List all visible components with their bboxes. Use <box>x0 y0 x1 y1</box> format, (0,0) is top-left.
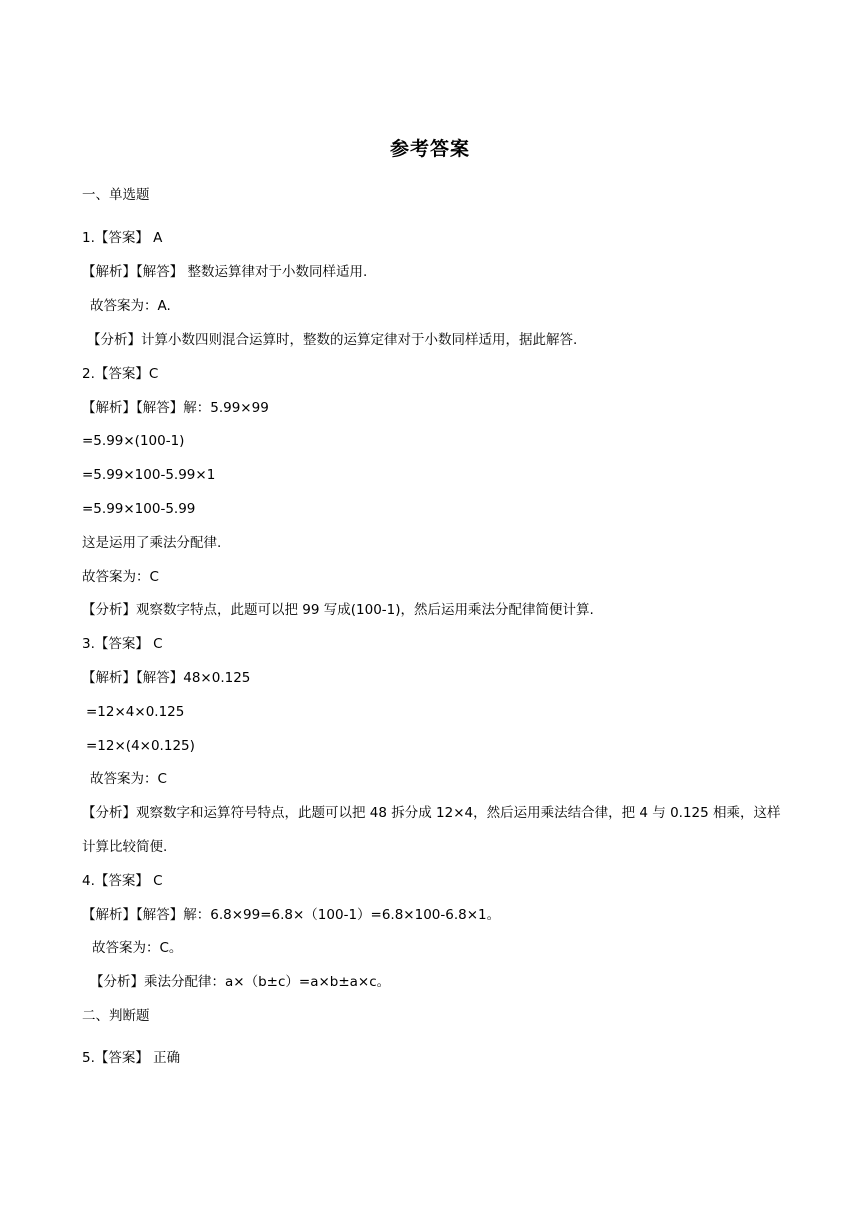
conclusion-2: 故答案为：C <box>82 569 159 585</box>
explanation-1: 【解析】【解答】 整数运算律对于小数同样适用. <box>82 264 368 280</box>
note-2: 这是运用了乘法分配律. <box>82 535 222 551</box>
analysis-1: 【分析】计算小数四则混合运算时，整数的运算定律对于小数同样适用，据此解答. <box>87 332 578 348</box>
explanation-4: 【解析】【解答】解：6.8×99=6.8×（100-1）=6.8×100-6.8×1。 <box>82 907 501 923</box>
answer-5: 5.【答案】 正确 <box>82 1050 181 1066</box>
analysis-2: 【分析】观察数字特点，此题可以把 99 写成(100-1)，然后运用乘法分配律简便计算. <box>82 602 594 618</box>
calc-step-3b: =12×(4×0.125) <box>86 738 195 754</box>
conclusion-1: 故答案为：A. <box>90 298 171 314</box>
section-heading-single-choice: 一、单选题 <box>82 187 150 203</box>
explanation-3: 【解析】【解答】48×0.125 <box>82 670 251 686</box>
answer-1: 1.【答案】 A <box>82 230 163 246</box>
section-heading-true-false: 二、判断题 <box>82 1008 150 1024</box>
conclusion-4: 故答案为：C。 <box>92 940 183 956</box>
calc-step-2c: =5.99×100-5.99 <box>82 501 196 517</box>
analysis-3: 【分析】观察数字和运算符号特点，此题可以把 48 拆分成 12×4，然后运用乘法结合律，把 4 与 0.125 相乘，这样计算比较简便. <box>82 805 781 855</box>
page-title: 参考答案 <box>389 138 470 160</box>
analysis-4: 【分析】乘法分配律：a×（b±c）=a×b±a×c。 <box>90 974 391 990</box>
answer-3: 3.【答案】 C <box>82 636 163 652</box>
conclusion-3: 故答案为：C <box>90 771 167 787</box>
answer-4: 4.【答案】 C <box>82 873 163 889</box>
answer-2: 2.【答案】C <box>82 366 159 382</box>
calc-step-2b: =5.99×100-5.99×1 <box>82 467 216 483</box>
explanation-2: 【解析】【解答】解：5.99×99 <box>82 400 269 416</box>
calc-step-2a: =5.99×(100-1) <box>82 433 185 449</box>
calc-step-3a: =12×4×0.125 <box>86 704 185 720</box>
